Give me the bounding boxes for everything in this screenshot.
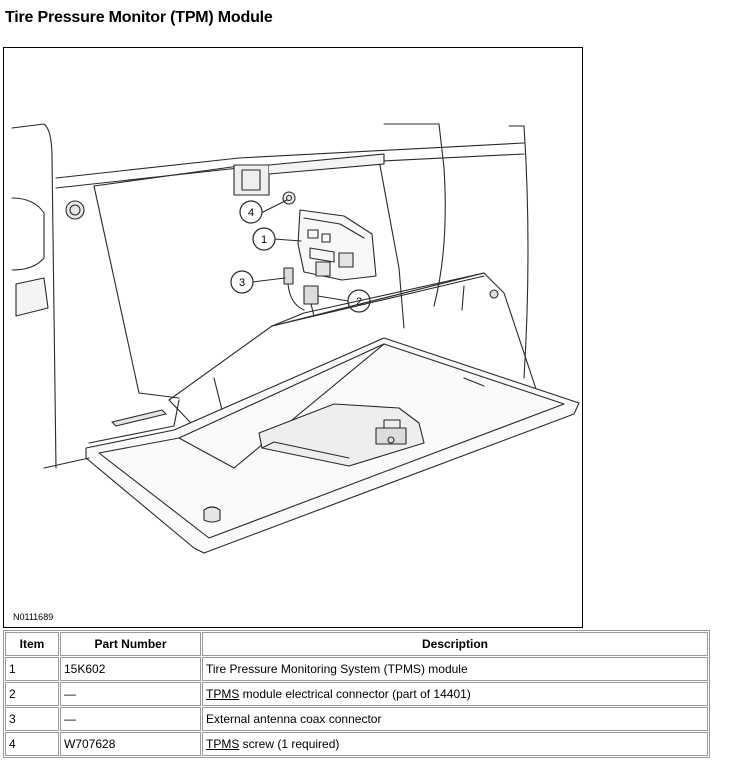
header-description: Description [202,632,708,656]
page-title: Tire Pressure Monitor (TPM) Module [5,9,273,26]
cell-description [202,682,708,706]
header-part-number: Part Number [60,632,201,656]
description-text: module electrical connector (part of 14401) [239,687,471,701]
callout-2-label: 2 [355,296,363,308]
cell-item: 4 [5,732,59,756]
table-header-row [5,632,708,656]
glove-box-line-drawing [4,48,583,628]
cell-item: 2 [5,682,59,706]
tpms-abbreviation-link[interactable]: TPMS [206,687,240,701]
cell-description [202,732,708,756]
tpms-abbreviation-link[interactable]: TPMS [206,737,240,751]
table-row [5,707,708,731]
callout-3-label: 3 [238,277,246,289]
description-text: Tire Pressure Monitoring System (TPMS) module [206,662,468,676]
description-text: screw (1 required) [239,737,340,751]
description-text: External antenna coax connector [206,712,382,726]
callout-1-label: 1 [260,234,268,246]
cell-part-number: — [60,707,201,731]
cell-part-number: 15K602 [60,657,201,681]
cell-item: 1 [5,657,59,681]
cell-description [202,657,708,681]
cell-description [202,707,708,731]
cell-item: 3 [5,707,59,731]
header-item: Item [5,632,59,656]
table-row [5,657,708,681]
callout-4-label: 4 [247,207,255,219]
parts-illustration [3,47,583,628]
table-row [5,682,708,706]
table-row [5,732,708,756]
cell-part-number: W707628 [60,732,201,756]
figure-code: N0111689 [13,612,54,622]
parts-table [3,630,710,758]
cell-part-number: — [60,682,201,706]
